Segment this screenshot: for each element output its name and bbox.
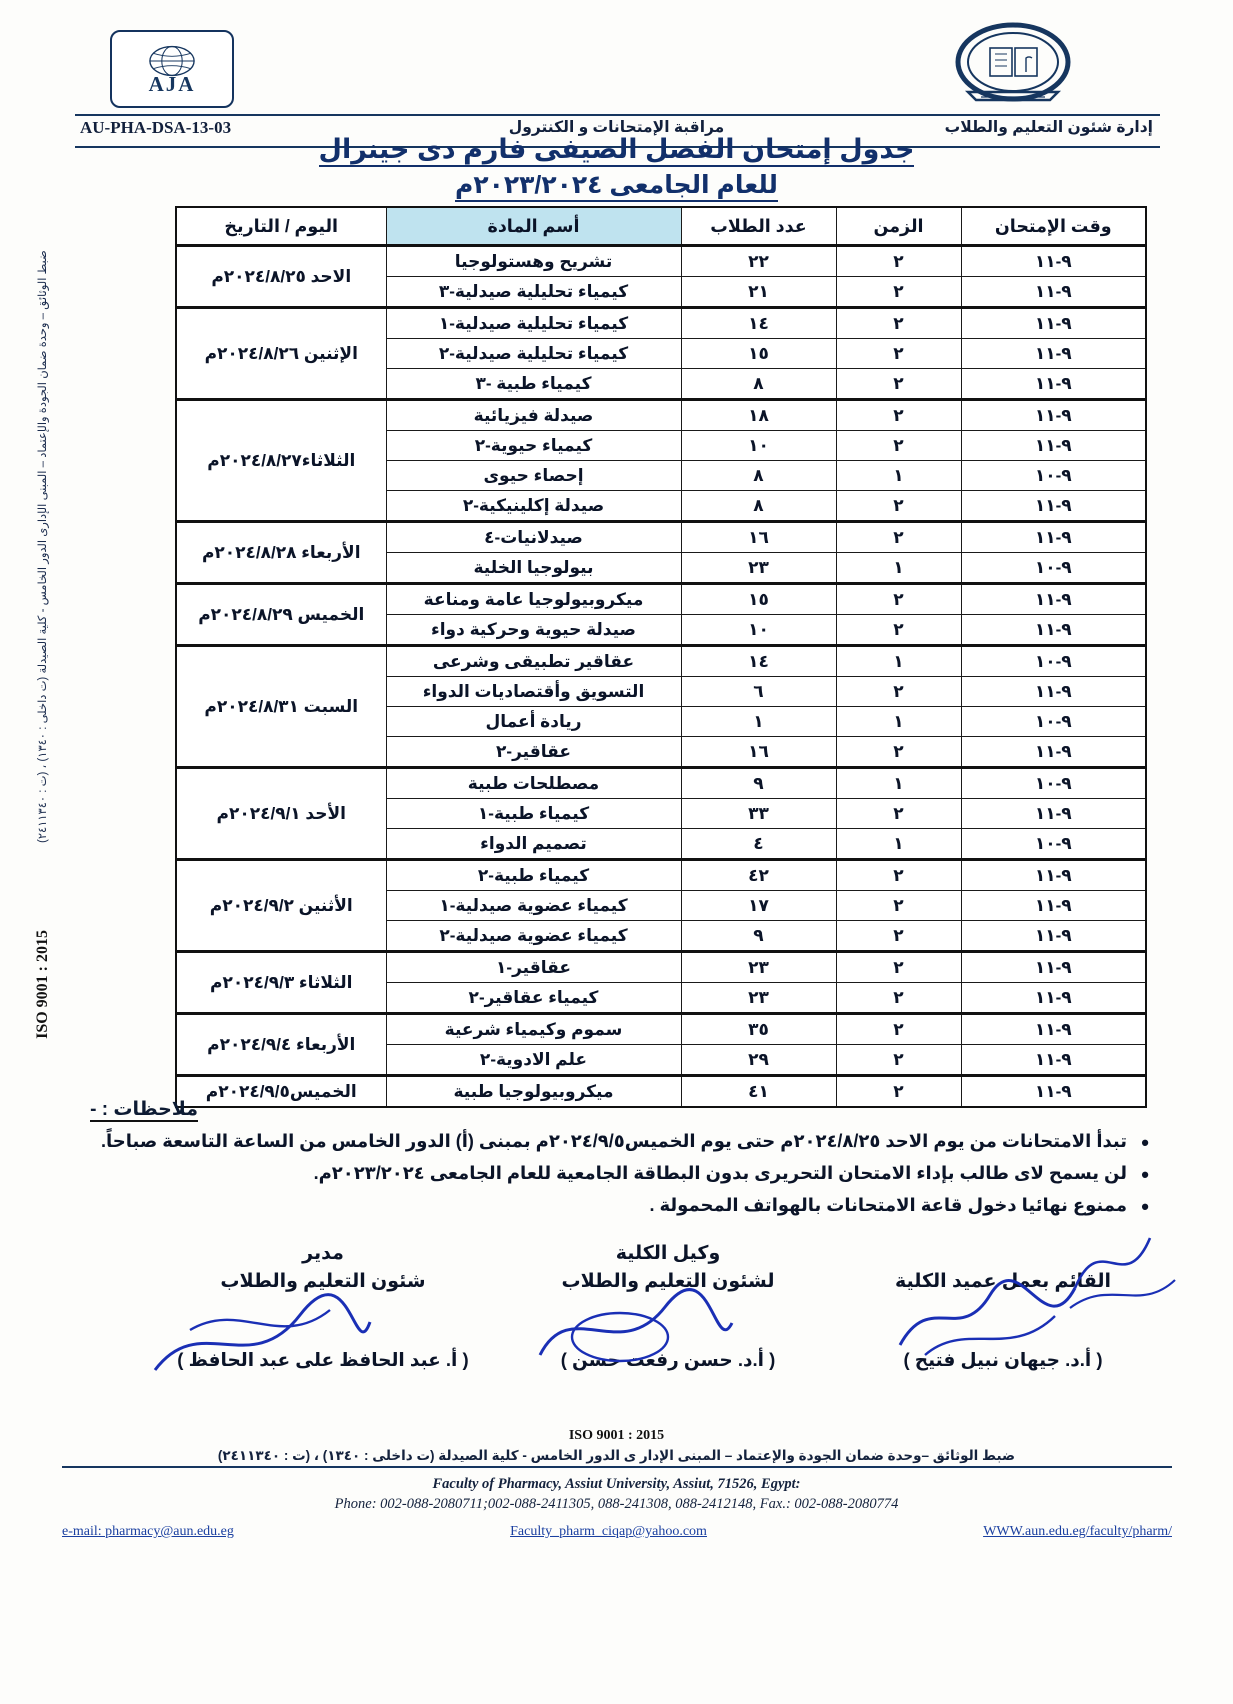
- subject-name-cell: تشريح وهستولوجيا: [386, 246, 681, 277]
- subject-name-cell: صيدلانيات-٤: [386, 522, 681, 553]
- subject-name-cell: كيمياء طبية-٢: [386, 860, 681, 891]
- page-title: جدول إمتحان الفصل الصيفى فارم دى جينرال: [0, 134, 1233, 165]
- student-count-cell: ٢٩: [681, 1045, 836, 1076]
- exam-time-cell: ٩-١١: [961, 1014, 1146, 1045]
- exam-time-cell: ٩-١١: [961, 860, 1146, 891]
- table-row: [176, 952, 1146, 983]
- table-row: [176, 646, 1146, 677]
- student-count-cell: ٨: [681, 369, 836, 400]
- subject-name-cell: إحصاء حيوى: [386, 461, 681, 491]
- student-count-cell: ٤١: [681, 1076, 836, 1108]
- subject-name-cell: مصطلحات طبية: [386, 768, 681, 799]
- student-count-cell: ١٥: [681, 584, 836, 615]
- exam-duration-cell: ٢: [836, 491, 961, 522]
- exam-time-cell: ٩-١١: [961, 491, 1146, 522]
- exam-duration-cell: ١: [836, 553, 961, 584]
- exam-time-cell: ٩-١٠: [961, 461, 1146, 491]
- exam-schedule-table: [175, 206, 1147, 1108]
- exam-date-cell: الثلاثاء٢٠٢٤/٨/٢٧م: [176, 400, 386, 522]
- exam-time-cell: ٩-١١: [961, 799, 1146, 829]
- exam-duration-cell: ٢: [836, 983, 961, 1014]
- student-count-cell: ١٠: [681, 615, 836, 646]
- student-count-cell: ٦: [681, 677, 836, 707]
- exam-duration-cell: ٢: [836, 431, 961, 461]
- student-count-cell: ٩: [681, 921, 836, 952]
- exam-duration-cell: ٢: [836, 246, 961, 277]
- col-header-subject: أسم المادة: [386, 207, 681, 246]
- exam-duration-cell: ٢: [836, 677, 961, 707]
- exam-duration-cell: ٢: [836, 615, 961, 646]
- footer-links: [62, 1524, 1172, 1540]
- exam-time-cell: ٩-١٠: [961, 646, 1146, 677]
- university-seal-icon: [938, 22, 1088, 112]
- table-row: [176, 768, 1146, 799]
- exam-time-cell: ٩-١١: [961, 891, 1146, 921]
- exam-date-cell: الثلاثاء ٢٠٢٤/٩/٣م: [176, 952, 386, 1014]
- col-header-duration: الزمن: [836, 207, 961, 246]
- page-subtitle: للعام الجامعى ٢٠٢٣/٢٠٢٤م: [0, 170, 1233, 200]
- side-vertical-note: ضبط الوثائق – وحدة ضمان الجودة والإعتماد – المبنى الإدارى الدور الخامس - كلية الصيدلة (ت داخلى : ١٣٤٠) ، (ت : ٢٤١١٣٤٠): [37, 250, 49, 843]
- footer-faculty-line: Faculty of Pharmacy, Assiut University, Assiut, 71526, Egypt:: [432, 1476, 801, 1492]
- subject-name-cell: كيمياء حيوية-٢: [386, 431, 681, 461]
- header-center-label: مراقبة الإمتحانات و الكنترول: [508, 119, 725, 136]
- student-count-cell: ١٦: [681, 737, 836, 768]
- exam-duration-cell: ١: [836, 829, 961, 860]
- exam-time-cell: ٩-١١: [961, 339, 1146, 369]
- exam-time-cell: ٩-١١: [961, 737, 1146, 768]
- exam-time-cell: ٩-١١: [961, 277, 1146, 308]
- subject-name-cell: ريادة أعمال: [386, 707, 681, 737]
- footer-arabic-note: ضبط الوثائق –وحدة ضمان الجودة والإعتماد – المبنى الإدار ى الدور الخامس - كلية الصيدلة (ت داخلى : ١٣٤٠) ، (ت : ٢٤١١٣٤٠): [217, 1448, 1016, 1463]
- exam-date-cell: الخميس٢٠٢٤/٩/٥م: [176, 1076, 386, 1108]
- signature-role-line2: القائم بعمل عميد الكلية: [894, 1270, 1112, 1292]
- exam-time-cell: ٩-١٠: [961, 707, 1146, 737]
- exam-duration-cell: ٢: [836, 860, 961, 891]
- signature-vice-dean: [503, 1240, 833, 1374]
- document-code: AU-PHA-DSA-13-03: [80, 118, 232, 137]
- student-count-cell: ١٠: [681, 431, 836, 461]
- exam-duration-cell: ٢: [836, 584, 961, 615]
- exam-time-cell: ٩-١١: [961, 400, 1146, 431]
- student-count-cell: ١٤: [681, 646, 836, 677]
- subject-name-cell: كيمياء عقاقير-٢: [386, 983, 681, 1014]
- subject-name-cell: سموم وكيمياء شرعية: [386, 1014, 681, 1045]
- student-count-cell: ٤٢: [681, 860, 836, 891]
- student-count-cell: ١٧: [681, 891, 836, 921]
- table-header-row: [176, 207, 1146, 246]
- signature-name: ( أ. عبد الحافظ على عبد الحافظ ): [177, 1349, 469, 1371]
- student-count-cell: ١٨: [681, 400, 836, 431]
- signature-role-line1: [853, 1240, 1153, 1268]
- subject-name-cell: كيمياء عضوية صيدلية-٢: [386, 921, 681, 952]
- signature-manager: [173, 1240, 473, 1374]
- exam-duration-cell: ١: [836, 461, 961, 491]
- exam-time-cell: ٩-١١: [961, 431, 1146, 461]
- subject-name-cell: كيمياء تحليلية صيدلية-١: [386, 308, 681, 339]
- note-item: • تبدأ الامتحانات من يوم الاحد ٢٠٢٤/٨/٢٥م حتى يوم الخميس٢٠٢٤/٩/٥م بمبنى (أ) الدور الخامس من الساعة التاسعة صباحاً.: [90, 1128, 1153, 1156]
- exam-duration-cell: ٢: [836, 737, 961, 768]
- student-count-cell: ٨: [681, 491, 836, 522]
- table-row: [176, 1014, 1146, 1045]
- aja-logo-text: AJA: [148, 71, 196, 96]
- student-count-cell: ٢٣: [681, 983, 836, 1014]
- exam-date-cell: الخميس ٢٠٢٤/٨/٢٩م: [176, 584, 386, 646]
- exam-time-cell: ٩-١١: [961, 1045, 1146, 1076]
- table-body: [176, 246, 1146, 1108]
- signature-role-line2: لشئون التعليم والطلاب: [561, 1270, 775, 1292]
- subject-name-cell: ميكروبيولوجيا عامة ومناعة: [386, 584, 681, 615]
- exam-time-cell: ٩-١١: [961, 308, 1146, 339]
- exam-date-cell: الاحد ٢٠٢٤/٨/٢٥م: [176, 246, 386, 308]
- subject-name-cell: عقاقير-٢: [386, 737, 681, 768]
- exam-time-cell: ٩-١١: [961, 615, 1146, 646]
- table-row: [176, 400, 1146, 431]
- student-count-cell: ١٤: [681, 308, 836, 339]
- student-count-cell: ٢٣: [681, 553, 836, 584]
- aja-logo: [110, 30, 234, 108]
- student-count-cell: ١٦: [681, 522, 836, 553]
- side-iso-label: ISO 9001 : 2015: [34, 930, 51, 1039]
- exam-date-cell: الأربعاء ٢٠٢٤/٩/٤م: [176, 1014, 386, 1076]
- exam-duration-cell: ٢: [836, 921, 961, 952]
- student-count-cell: ٢٣: [681, 952, 836, 983]
- signature-name: ( أ.د. جيهان نبيل فتيح ): [903, 1349, 1103, 1371]
- exam-time-cell: ٩-١٠: [961, 768, 1146, 799]
- student-count-cell: ١٥: [681, 339, 836, 369]
- footer-divider: [62, 1466, 1172, 1468]
- student-count-cell: ٣٣: [681, 799, 836, 829]
- subject-name-cell: التسويق وأقتصاديات الدواء: [386, 677, 681, 707]
- signature-role-line1: وكيل الكلية: [615, 1243, 721, 1264]
- col-header-date: اليوم / التاريخ: [176, 207, 386, 246]
- university-seal: [938, 22, 1088, 112]
- exam-duration-cell: ٢: [836, 1076, 961, 1108]
- exam-duration-cell: ٢: [836, 369, 961, 400]
- exam-date-cell: الأثنين ٢٠٢٤/٩/٢م: [176, 860, 386, 952]
- exam-duration-cell: ١: [836, 768, 961, 799]
- exam-duration-cell: ٢: [836, 339, 961, 369]
- exam-date-cell: الإثنين ٢٠٢٤/٨/٢٦م: [176, 308, 386, 400]
- header-right-label: إدارة شئون التعليم والطلاب: [944, 119, 1153, 136]
- table-row: [176, 1076, 1146, 1108]
- student-count-cell: ٤: [681, 829, 836, 860]
- note-item: • ممنوع نهائيا دخول قاعة الامتحانات بالهواتف المحمولة .: [90, 1192, 1153, 1220]
- exam-time-cell: ٩-١١: [961, 983, 1146, 1014]
- footer-website-link[interactable]: WWW.aun.edu.eg/faculty/pharm/: [983, 1524, 1172, 1539]
- student-count-cell: ١: [681, 707, 836, 737]
- subject-name-cell: عقاقير-١: [386, 952, 681, 983]
- exam-duration-cell: ٢: [836, 400, 961, 431]
- exam-time-cell: ٩-١١: [961, 584, 1146, 615]
- subject-name-cell: صيدلة إكلينيكية-٢: [386, 491, 681, 522]
- footer-iso: ISO 9001 : 2015: [568, 1428, 665, 1443]
- signature-role-line1: مدير: [302, 1243, 344, 1264]
- signature-name: ( أ.د. حسن رفعت حسن ): [560, 1349, 776, 1371]
- subject-name-cell: ميكروبيولوجيا طبية: [386, 1076, 681, 1108]
- table-row: [176, 522, 1146, 553]
- exam-duration-cell: ٢: [836, 1014, 961, 1045]
- exam-duration-cell: ٢: [836, 1045, 961, 1076]
- exam-date-cell: الأحد ٢٠٢٤/٩/١م: [176, 768, 386, 860]
- subject-name-cell: كيمياء تحليلية صيدلية-٣: [386, 277, 681, 308]
- subject-name-cell: كيمياء تحليلية صيدلية-٢: [386, 339, 681, 369]
- exam-duration-cell: ١: [836, 646, 961, 677]
- subject-name-cell: تصميم الدواء: [386, 829, 681, 860]
- exam-time-cell: ٩-١١: [961, 369, 1146, 400]
- subject-name-cell: صيدلة حيوية وحركية دواء: [386, 615, 681, 646]
- exam-time-cell: ٩-١١: [961, 677, 1146, 707]
- exam-time-cell: ٩-١١: [961, 952, 1146, 983]
- col-header-time: وقت الإمتحان: [961, 207, 1146, 246]
- student-count-cell: ٢١: [681, 277, 836, 308]
- exam-duration-cell: ٢: [836, 952, 961, 983]
- subject-name-cell: كيمياء عضوية صيدلية-١: [386, 891, 681, 921]
- exam-duration-cell: ٢: [836, 799, 961, 829]
- table-row: [176, 860, 1146, 891]
- footer-email2-link[interactable]: Faculty_pharm_ciqap@yahoo.com: [510, 1524, 707, 1539]
- exam-duration-cell: ٢: [836, 522, 961, 553]
- header-divider-top: [75, 114, 1160, 116]
- subject-name-cell: عقاقير تطبيقى وشرعى: [386, 646, 681, 677]
- table-row: [176, 246, 1146, 277]
- subject-name-cell: بيولوجيا الخلية: [386, 553, 681, 584]
- subject-name-cell: كيمياء طبية -٣: [386, 369, 681, 400]
- student-count-cell: ٩: [681, 768, 836, 799]
- student-count-cell: ٢٢: [681, 246, 836, 277]
- footer-email-link[interactable]: e-mail: pharmacy@aun.edu.eg: [62, 1524, 234, 1539]
- exam-time-cell: ٩-١١: [961, 522, 1146, 553]
- student-count-cell: ٨: [681, 461, 836, 491]
- exam-duration-cell: ٢: [836, 891, 961, 921]
- footer-phone-line: Phone: 002-088-2080711;002-088-2411305, 088-241308, 088-2412148, Fax.: 002-088-2080774: [334, 1496, 899, 1512]
- exam-time-cell: ٩-١٠: [961, 829, 1146, 860]
- signature-block: [0, 1240, 1233, 1380]
- subject-name-cell: كيمياء طبية-١: [386, 799, 681, 829]
- notes-list: [90, 1128, 1153, 1224]
- student-count-cell: ٣٥: [681, 1014, 836, 1045]
- col-header-count: عدد الطلاب: [681, 207, 836, 246]
- exam-time-cell: ٩-١١: [961, 921, 1146, 952]
- table-row: [176, 308, 1146, 339]
- exam-time-cell: ٩-١١: [961, 1076, 1146, 1108]
- note-item: • لن يسمح لاى طالب بإداء الامتحان التحريرى بدون البطاقة الجامعية للعام الجامعى ٢٠٢٣/٢٠٢٤م.: [90, 1160, 1153, 1188]
- exam-time-cell: ٩-١٠: [961, 553, 1146, 584]
- exam-duration-cell: ٢: [836, 277, 961, 308]
- subject-name-cell: علم الادوية-٢: [386, 1045, 681, 1076]
- exam-date-cell: السبت ٢٠٢٤/٨/٣١م: [176, 646, 386, 768]
- exam-duration-cell: ١: [836, 707, 961, 737]
- table-row: [176, 584, 1146, 615]
- signature-role-line2: شئون التعليم والطلاب: [220, 1270, 426, 1292]
- subject-name-cell: صيدلة فيزيائية: [386, 400, 681, 431]
- notes-title: ملاحظات : -: [90, 1099, 198, 1120]
- document-header: [0, 22, 1233, 137]
- signature-acting-dean: [853, 1240, 1153, 1374]
- exam-date-cell: الأربعاء ٢٠٢٤/٨/٢٨م: [176, 522, 386, 584]
- exam-time-cell: ٩-١١: [961, 246, 1146, 277]
- exam-duration-cell: ٢: [836, 308, 961, 339]
